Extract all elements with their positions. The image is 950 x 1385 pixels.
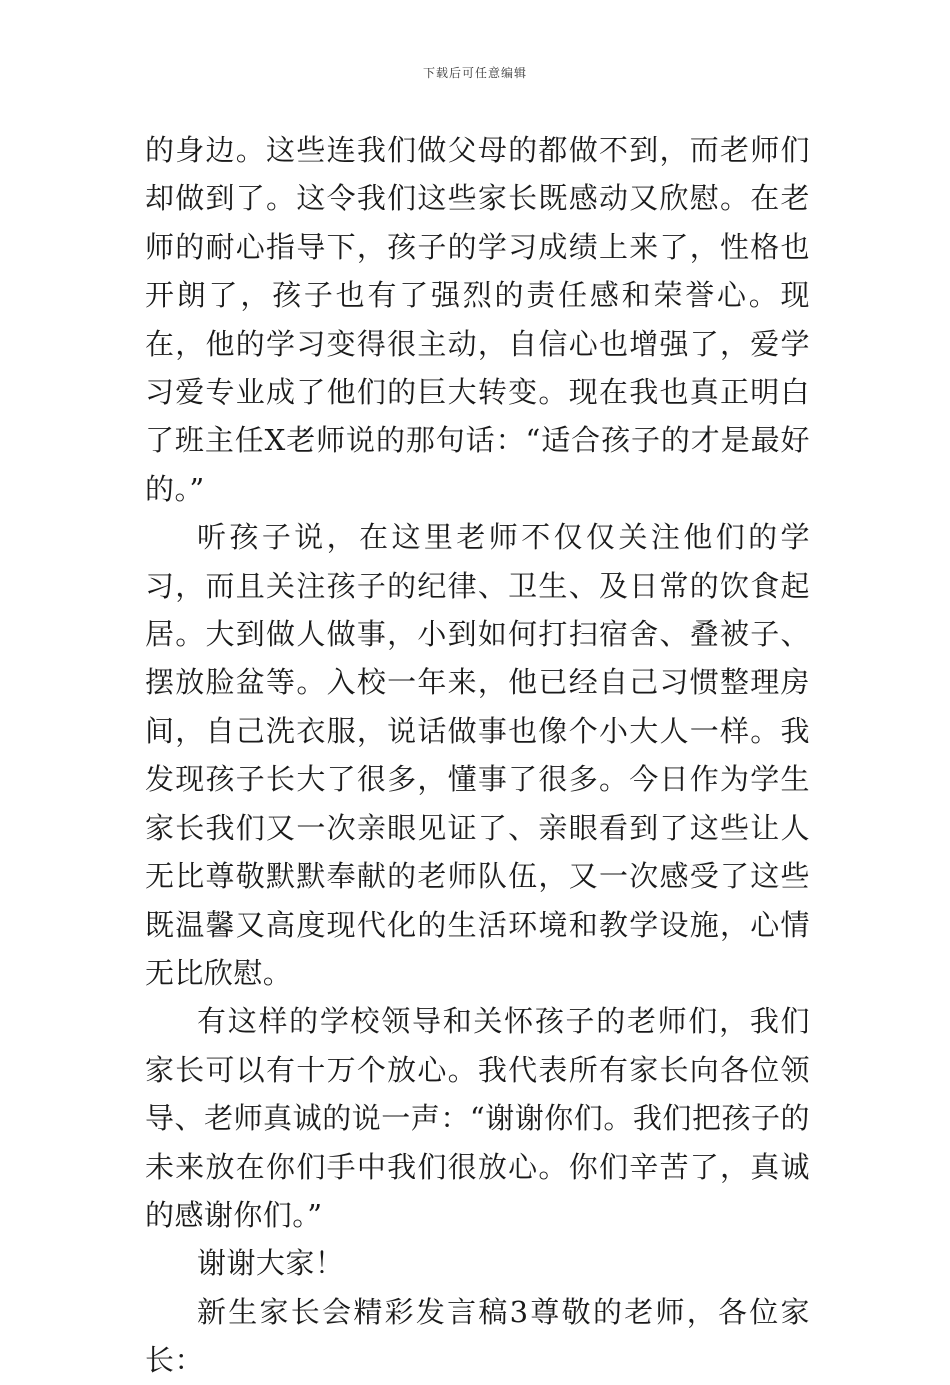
paragraph-thanks: 谢谢大家！ <box>197 1246 345 1281</box>
page-header: 下载后可任意编辑 <box>422 66 527 80</box>
paragraph-2: 听孩子说，在这里老师不仅仅关注他们的学习，而且关注孩子的纪律、卫生、及日常的饮食起居。大到做人做事，小到如何打扫宿舍、叠被子、摆放脸盆等。入校一年来，他已经自己习惯整理房间，自己洗衣服，说话做事也像个小大人一样。我发现孩子长大了很多，懂事了很多。今日作为学生家长我们又一次亲眼见证了、亲眼看到了这些让人无比尊敬默默奉献的老师队伍，又一次感受了这些既温馨又高度现代化的生活环境和教学设施，心情无比欣慰。 <box>145 520 810 990</box>
paragraph-3: 有这样的学校领导和关怀孩子的老师们，我们家长可以有十万个放心。我代表所有家长向各位领导、老师真诚的说一声：“谢谢你们。我们把孩子的未来放在你们手中我们很放心。你们辛苦了，真诚的感谢你们。” <box>145 1004 810 1232</box>
paragraph-next-speech-title: 新生家长会精彩发言稿3尊敬的老师，各位家长： <box>145 1294 810 1378</box>
document-body <box>145 126 810 1385</box>
paragraph-1: 的身边。这些连我们做父母的都做不到，而老师们却做到了。这令我们这些家长既感动又欣慰。在老师的耐心指导下，孩子的学习成绩上来了，性格也开朗了，孩子也有了强烈的责任感和荣誉心。现在，他的学习变得很主动，自信心也增强了，爱学习爱专业成了他们的巨大转变。现在我也真正明白了班主任X老师说的那句话：“适合孩子的才是最好的。” <box>145 133 810 506</box>
